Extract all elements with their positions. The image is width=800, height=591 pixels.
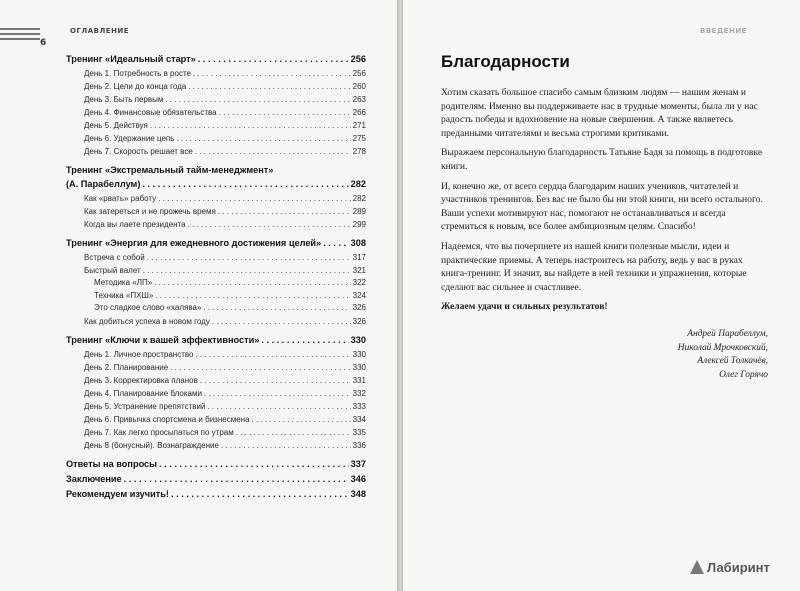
toc-entry	[66, 387, 366, 400]
toc-leader-dots	[155, 290, 350, 303]
toc-entry	[66, 93, 366, 106]
toc-entry-page: 337	[350, 458, 366, 469]
toc-leader-dots	[171, 487, 349, 502]
toc-leader-dots	[142, 177, 348, 192]
toc-entry-title: Тренинг «Идеальный старт»	[66, 54, 196, 64]
toc-entry-title: Заключение	[66, 473, 122, 484]
toc-entry-title: День 3. Корректировка планов	[84, 375, 198, 385]
toc-leader-dots	[124, 472, 349, 487]
toc-leader-dots	[154, 277, 350, 290]
toc-leader-dots	[195, 145, 351, 158]
toc-entry	[66, 192, 366, 205]
labirint-watermark	[690, 560, 770, 575]
toc-entry-title: Быстрый валет	[84, 266, 141, 275]
toc-entry	[66, 457, 366, 472]
toc-entry-title: Как «рвать» работу	[84, 194, 157, 203]
toc-entry	[66, 163, 366, 177]
paragraph: И, конечно же, от всего сердца благодарим наших учеников, читателей и участников тренингов. Без вас не было бы ни этой книги, ни всего остального. Ваши успехи мотивируют нас, помогают не останавливаться и всегда стремиться к новым, все более амбициозным целям. Спасибо!	[441, 180, 763, 233]
toc-entry	[66, 264, 366, 277]
toc-leader-dots	[176, 132, 350, 145]
toc-entry-title: День 5. Устранение препятствий	[84, 401, 206, 411]
toc-entry	[66, 315, 366, 328]
toc-entry	[66, 277, 366, 290]
toc-entry-page: 330	[350, 334, 366, 345]
toc-entry	[66, 361, 366, 374]
toc-entry-title: Ответы на вопросы	[66, 458, 158, 469]
watermark-text: Лабиринт	[707, 560, 770, 575]
author-name: Алексей Толкачёв,	[697, 356, 768, 366]
toc-entry-page: 324	[352, 290, 366, 300]
paragraph: Надеемся, что вы почерпнете из нашей книги полезные мысли, идеи и практические приемы. А теперь настроитесь на работу, ведь у вас в руках книга-тренинг. И значит, вы найдете в ней техники и упражнения, которые сделают вас сильнее и счастливее.	[441, 240, 747, 293]
toc-leader-dots	[158, 192, 350, 205]
toc-entry-page: 282	[352, 194, 366, 203]
toc-entry	[66, 52, 366, 67]
toc-entry-page: 256	[350, 54, 366, 64]
toc-leader-dots	[150, 119, 351, 132]
toc-entry	[66, 132, 366, 145]
toc-leader-dots	[200, 374, 351, 387]
toc-entry-page: 317	[352, 253, 366, 262]
toc-entry	[66, 80, 366, 93]
toc-entry-title: День 2. Цели до конца года	[84, 82, 187, 91]
toc-entry-page: 289	[352, 207, 366, 216]
toc-entry-title: Как добиться успеха в новом году	[84, 316, 210, 326]
toc-entry-page: 266	[352, 108, 366, 117]
toc-entry-page: 308	[350, 238, 366, 248]
toc-entry-title: (А. Парабеллум)	[66, 179, 141, 189]
toc-entry	[66, 400, 366, 413]
toc-entry-page: 331	[352, 375, 366, 385]
toc-entry	[66, 302, 366, 315]
toc-entry-page: 332	[352, 388, 366, 398]
toc-entry-page: 326	[352, 303, 366, 312]
toc-leader-dots	[204, 387, 351, 400]
running-header: ОГЛАВЛЕНИЕ	[70, 27, 130, 35]
toc-entry	[66, 487, 366, 502]
toc-entry-page: 334	[352, 414, 366, 424]
toc-entry-page: 322	[352, 278, 366, 287]
toc-entry-title: День 6. Удержание цепь	[84, 134, 175, 143]
author-signatures	[560, 328, 768, 382]
toc-entry-page: 278	[352, 147, 366, 156]
toc-leader-dots	[323, 236, 348, 251]
toc-entry-page: 346	[350, 473, 366, 484]
toc-entry-title: Методика «ЛП»	[94, 278, 153, 287]
toc-leader-dots	[170, 361, 350, 374]
toc-entry-page: 256	[352, 69, 366, 78]
toc-leader-dots	[218, 205, 351, 218]
toc-leader-dots	[252, 413, 351, 426]
toc-entry-title: День 6. Привычка спортсмена и бизнесмена	[84, 414, 250, 424]
toc-entry-page: 321	[352, 266, 366, 275]
toc-entry-title: День 8 (бонусный). Вознаграждение	[84, 440, 219, 450]
acknowledgements-body	[441, 86, 771, 320]
toc-leader-dots	[219, 106, 351, 119]
toc-entry-page: 299	[352, 220, 366, 229]
toc-entry	[66, 472, 366, 487]
running-header: ВВЕДЕНИЕ	[700, 27, 747, 35]
toc-entry-page: 336	[352, 440, 366, 450]
labirint-logo-icon	[690, 560, 704, 574]
toc-entry	[66, 67, 366, 80]
toc-leader-dots	[203, 302, 350, 315]
paragraph: Выражаем персональную благодарность Татьяне Бадя за помощь в подготовке книги.	[441, 147, 763, 172]
author-name: Олег Горячо	[719, 369, 768, 380]
toc-leader-dots	[198, 52, 349, 67]
toc-leader-dots	[147, 251, 351, 264]
toc-entry	[66, 236, 366, 251]
toc-entry-page: 333	[352, 401, 366, 411]
left-page	[0, 0, 397, 591]
toc-leader-dots	[221, 439, 351, 452]
toc-entry-page: 275	[352, 134, 366, 143]
toc-entry-page: 260	[352, 82, 366, 91]
paragraph: Хотим сказать большое спасибо самым близким людям — нашим женам и родителям. Именно вы поддерживаете нас в трудные моменты, была ли у нас радость победы и вдохновение на новые свершения. А также являетесь преданными читателями и весьма строгими критиками.	[441, 87, 758, 139]
toc-entry	[66, 205, 366, 218]
toc-entry-page: 330	[352, 349, 366, 359]
toc-entry-title: Тренинг «Экстремальный тайм-менеджмент»	[66, 165, 274, 175]
toc-entry-page: 335	[352, 427, 366, 437]
toc-entry-title: Это сладкое слово «халява»	[94, 303, 202, 312]
toc-entry	[66, 251, 366, 264]
toc-entry-title: День 5. Действуя	[84, 121, 148, 130]
toc-entry-page: 348	[350, 488, 366, 499]
toc-entry	[66, 218, 366, 231]
toc-entry-title: Техника «ПХШ»	[94, 290, 154, 300]
toc-entry	[66, 348, 366, 361]
toc-leader-dots	[207, 400, 350, 413]
toc-entry-title: Встреча с собой	[84, 253, 145, 262]
toc-entry	[66, 439, 366, 452]
toc-entry	[66, 119, 366, 132]
paragraph: Желаем удачи и сильных результатов!	[441, 301, 608, 313]
toc-leader-dots	[195, 348, 350, 361]
toc-entry	[66, 290, 366, 303]
toc-leader-dots	[143, 264, 351, 277]
toc-entry-title: Тренинг «Энергия для ежедневного достижения целей»	[66, 238, 322, 248]
toc-entry-title: Когда вы лаете президента	[84, 220, 186, 229]
toc-entry	[66, 145, 366, 158]
toc-entry-title: День 4. Финансовые обязательства	[84, 108, 217, 117]
toc-leader-dots	[212, 315, 351, 328]
page-number: 6	[40, 38, 47, 48]
toc-entry-title: День 1. Личное пространство	[84, 349, 194, 359]
toc-entry-title: День 2. Планирование	[84, 362, 169, 372]
toc-entry-page: 326	[352, 316, 366, 326]
toc-entry-title: День 7. Скорость решает все	[84, 147, 193, 156]
toc-entry-title: День 1. Потребность в росте	[84, 69, 191, 78]
toc-leader-dots	[188, 218, 351, 231]
toc-entry-title: Рекомендуем изучить!	[66, 488, 169, 499]
toc-entry-page: 330	[352, 362, 366, 372]
toc-leader-dots	[165, 93, 350, 106]
toc-entry-page: 282	[350, 179, 366, 189]
toc-entry-page: 263	[352, 95, 366, 104]
page-edge-marks	[0, 28, 40, 48]
author-name: Николай Мрочковский,	[677, 342, 768, 353]
table-of-contents	[66, 52, 366, 502]
toc-entry-title: Как затереться и не прожечь время	[84, 207, 216, 216]
toc-entry	[66, 426, 366, 439]
toc-entry-page: 271	[352, 121, 366, 130]
toc-leader-dots	[159, 457, 349, 472]
toc-entry	[66, 374, 366, 387]
toc-entry	[66, 106, 366, 119]
toc-leader-dots	[261, 333, 348, 348]
toc-entry	[66, 413, 366, 426]
toc-entry-title: Тренинг «Ключи к вашей эффективности»	[66, 334, 260, 345]
toc-leader-dots	[188, 80, 350, 93]
toc-entry-title: День 4. Планирование блоками	[84, 388, 202, 398]
toc-entry-title: День 7. Как легко просыпаться по утрам	[84, 427, 234, 437]
toc-entry	[66, 333, 366, 348]
section-title: Благодарности	[441, 52, 570, 71]
toc-leader-dots	[236, 426, 351, 439]
toc-entry	[66, 177, 366, 192]
toc-entry-title: День 3. Быть первым	[84, 95, 164, 104]
author-name: Андрей Парабеллум,	[687, 329, 768, 339]
toc-leader-dots	[193, 67, 351, 80]
